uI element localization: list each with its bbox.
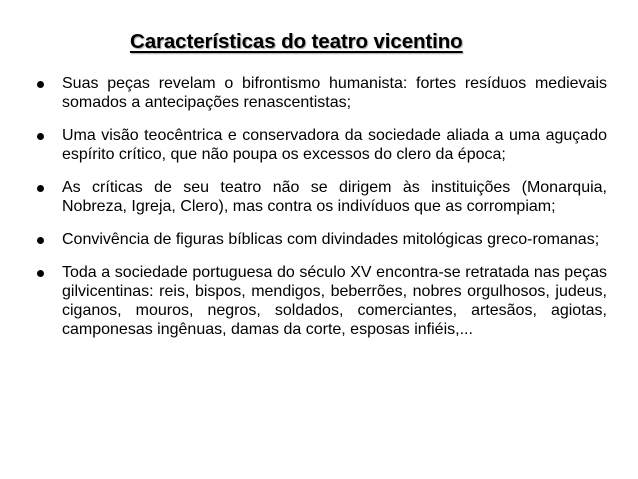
bullet-item [37, 126, 607, 164]
bullet-dot-icon [37, 81, 44, 88]
bullet-text: As críticas de seu teatro não se dirigem às instituições (Monarquia, Nobreza, Igreja, Clero), mas contra os indivíduos que as corrompiam; [62, 179, 607, 215]
bullet-dot-icon [37, 133, 44, 140]
bullet-text: Uma visão teocêntrica e conservadora da sociedade aliada a uma aguçado espírito crítico, que não poupa os excessos do clero da época; [62, 127, 607, 163]
bullet-text: Toda a sociedade portuguesa do século XV encontra-se retratada nas peças gilvicentinas: reis, bispos, mendigos, beberrões, nobres orgulhosos, judeus, ciganos, mouros, negros, soldados, comerciantes, artesãos, agiotas, camponesas ingênuas, damas da corte, esposas infiéis,... [62, 264, 607, 338]
bullet-item [37, 263, 607, 339]
bullet-item [37, 230, 607, 249]
bullet-item [37, 178, 607, 216]
bullet-dot-icon [37, 270, 44, 277]
bullet-list [37, 74, 607, 353]
bullet-dot-icon [37, 185, 44, 192]
bullet-dot-icon [37, 237, 44, 244]
bullet-text: Convivência de figuras bíblicas com divindades mitológicas greco-romanas; [62, 231, 600, 248]
bullet-item [37, 74, 607, 112]
bullet-text: Suas peças revelam o bifrontismo humanista: fortes resíduos medievais somados a antecipações renascentistas; [62, 75, 607, 111]
slide-title: Características do teatro vicentino [130, 30, 463, 53]
